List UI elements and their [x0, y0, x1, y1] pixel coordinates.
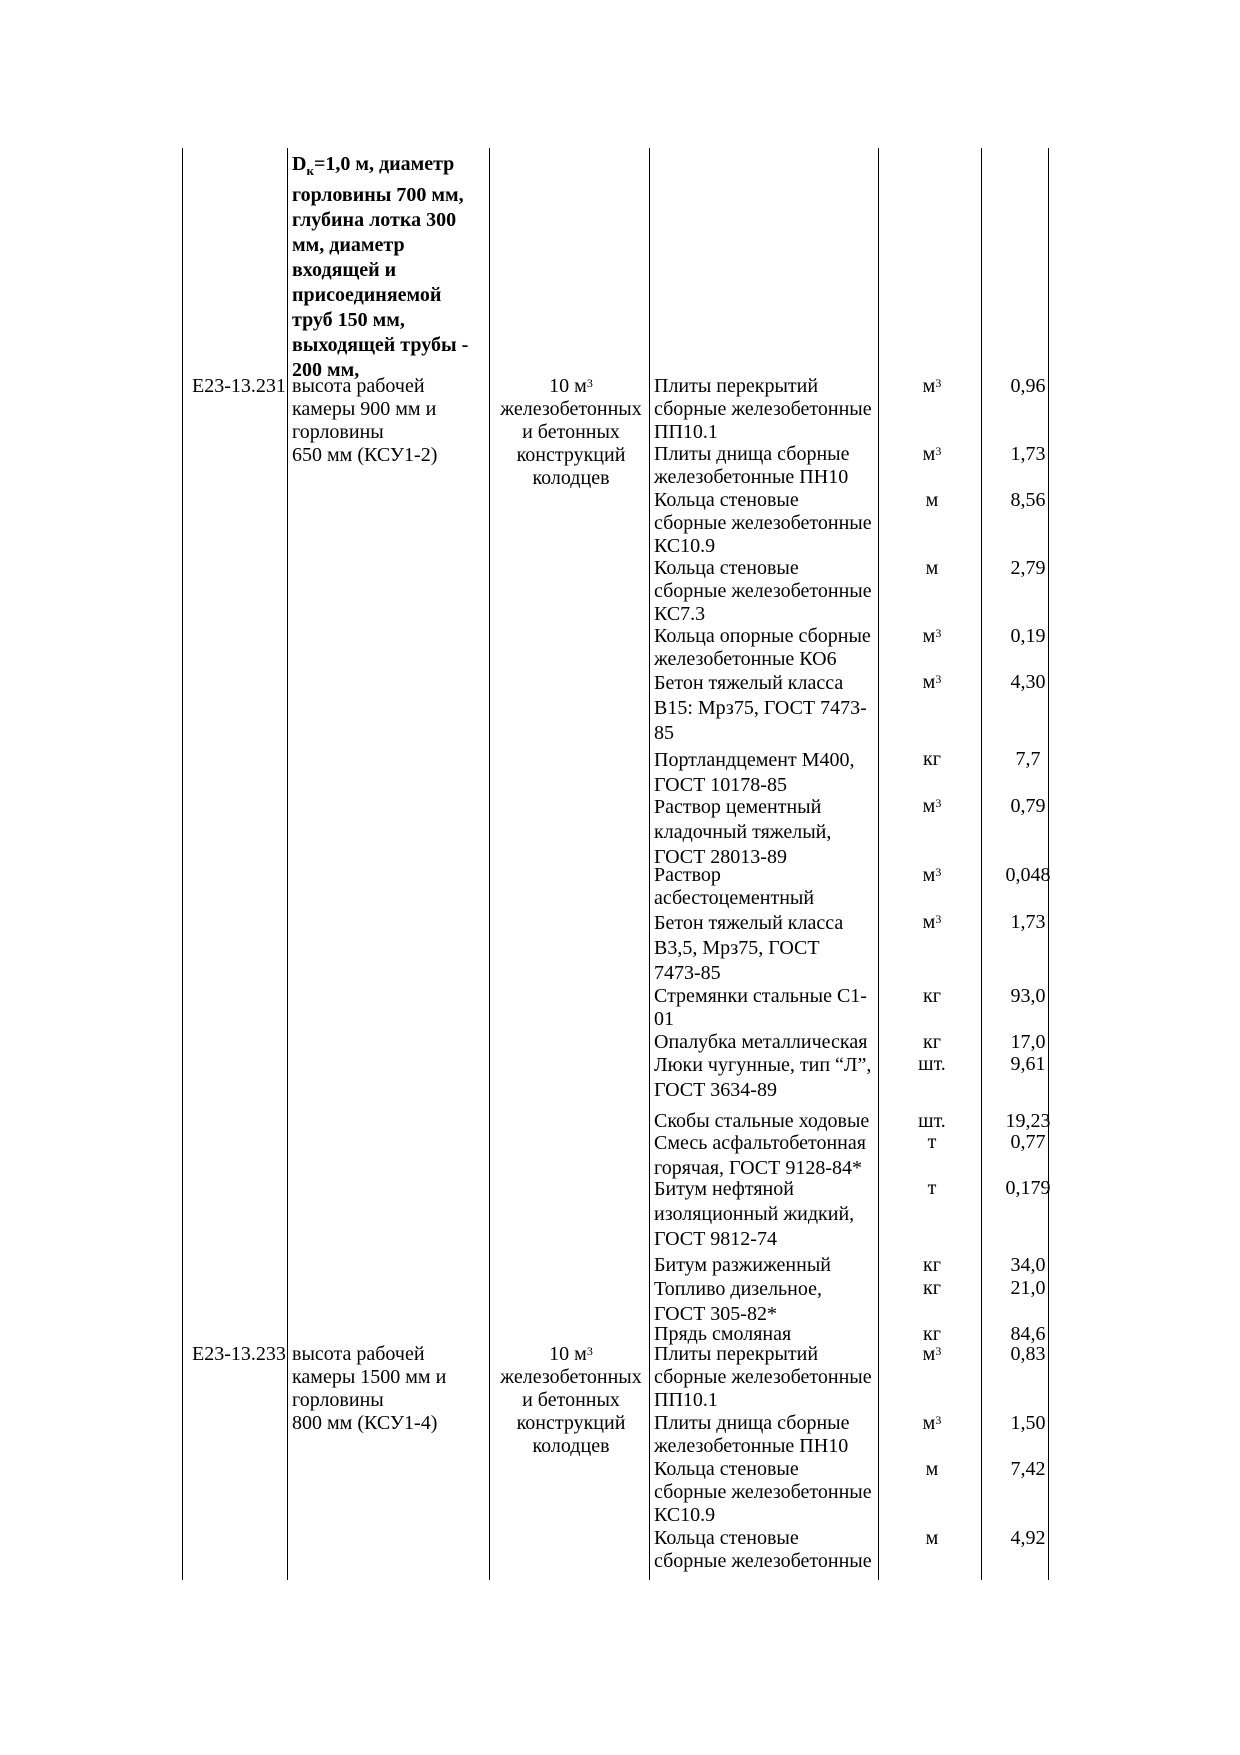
- table-divider-code: [287, 148, 288, 1580]
- material-name: Плиты днища сборные железобетонные ПН10: [654, 443, 850, 488]
- material-quantity: 17,0: [1010, 1031, 1046, 1053]
- material-name: Кольца опорные сборные железобетонные КО6: [654, 625, 871, 670]
- material-quantity: 0,96: [1010, 375, 1046, 397]
- material-unit: кг: [923, 1323, 941, 1345]
- material-unit: кг: [923, 1031, 941, 1053]
- material-name: Раствор цементный кладочный тяжелый, ГОСТ 28013-89: [654, 796, 832, 868]
- material-name: Кольца стеновые сборные железобетонные КС10.9: [654, 489, 872, 557]
- norm-description: высота рабочей камеры 900 мм и горловины 650 мм (КСУ1-2): [292, 375, 438, 466]
- description-line: мм, диаметр: [292, 234, 405, 256]
- table-divider-desc: [489, 148, 490, 1580]
- material-name: Люки чугунные, тип “Л”, ГОСТ 3634-89: [654, 1054, 872, 1101]
- description-line: присоединяемой: [292, 284, 442, 306]
- description-line: выходящей трубы -: [292, 334, 469, 356]
- material-name: Кольца стеновые сборные железобетонные: [654, 1527, 872, 1572]
- material-quantity: 2,79: [1010, 557, 1046, 579]
- material-quantity: 19,23: [1005, 1110, 1051, 1132]
- description-line: $D_к=1,0$ м, диаметр: [292, 153, 455, 178]
- material-name: Стремянки стальные С1- 01: [654, 985, 867, 1030]
- material-name: Скобы стальные ходовые: [654, 1110, 870, 1132]
- material-name: Раствор асбестоцементный: [654, 864, 815, 909]
- material-unit: $м^3$: [922, 795, 942, 817]
- material-quantity: 1,73: [1010, 443, 1046, 465]
- norm-measure-unit: 10 $м^3$ железобетонных и бетонных конструкций колодцев: [500, 375, 642, 489]
- norm-measure-unit: 10 $м^3$ железобетонных и бетонных конструкций колодцев: [500, 1343, 642, 1457]
- material-unit: шт.: [918, 1053, 946, 1075]
- material-unit: т: [927, 1131, 937, 1153]
- material-quantity: 7,42: [1010, 1458, 1046, 1480]
- material-quantity: 1,73: [1010, 911, 1046, 933]
- material-quantity: 0,048: [1005, 864, 1051, 886]
- material-unit: $м^3$: [922, 671, 942, 693]
- material-quantity: 7,7: [1015, 748, 1041, 770]
- material-unit: кг: [923, 1254, 941, 1276]
- material-quantity: 9,61: [1010, 1053, 1046, 1075]
- material-unit: м: [925, 1458, 939, 1480]
- material-quantity: 4,92: [1010, 1527, 1046, 1549]
- material-quantity: 4,30: [1010, 671, 1046, 693]
- material-quantity: 93,0: [1010, 985, 1046, 1007]
- material-unit: м: [925, 557, 939, 579]
- description-line: входящей и: [292, 259, 397, 281]
- material-unit: кг: [923, 1277, 941, 1299]
- material-name: Плиты днища сборные железобетонные ПН10: [654, 1412, 850, 1457]
- material-name: Бетон тяжелый класса В3,5, Мрз75, ГОСТ 7473-85: [654, 912, 844, 984]
- material-name: Бетон тяжелый класса В15: Мрз75, ГОСТ 7473- 85: [654, 672, 867, 744]
- material-unit: кг: [923, 985, 941, 1007]
- material-unit: м: [925, 1527, 939, 1549]
- material-unit: $м^3$: [922, 911, 942, 933]
- material-unit: т: [927, 1177, 937, 1199]
- material-name: Опалубка металлическая: [654, 1031, 868, 1053]
- material-quantity: 8,56: [1010, 489, 1046, 511]
- material-name: Битум нефтяной изоляционный жидкий, ГОСТ 9812-74: [654, 1178, 855, 1250]
- description-line: 200 мм,: [292, 359, 360, 381]
- material-unit: кг: [923, 748, 941, 770]
- table-divider-material: [878, 148, 879, 1580]
- table-divider-measure: [649, 148, 650, 1580]
- material-name: Портландцемент М400, ГОСТ 10178-85: [654, 749, 855, 796]
- material-name: Смесь асфальтобетонная горячая, ГОСТ 9128-84*: [654, 1132, 866, 1179]
- continued-description: [292, 152, 468, 383]
- material-name: Кольца стеновые сборные железобетонные КС7.3: [654, 557, 872, 625]
- material-unit: шт.: [918, 1110, 946, 1132]
- material-unit: $м^3$: [922, 625, 942, 647]
- material-unit: $м^3$: [922, 864, 942, 886]
- material-name: Кольца стеновые сборные железобетонные КС10.9: [654, 1458, 872, 1526]
- norm-code: Е23-13.231: [192, 375, 286, 397]
- material-quantity: 0,83: [1010, 1343, 1046, 1365]
- material-quantity: 0,19: [1010, 625, 1046, 647]
- material-unit: $м^3$: [922, 443, 942, 465]
- description-line: труб 150 мм,: [292, 309, 405, 331]
- material-quantity: 34,0: [1010, 1254, 1046, 1276]
- material-quantity: 0,77: [1010, 1131, 1046, 1153]
- material-unit: $м^3$: [922, 1343, 942, 1365]
- material-unit: м: [925, 489, 939, 511]
- material-name: Битум разжиженный: [654, 1254, 831, 1276]
- material-name: Прядь смоляная: [654, 1323, 792, 1345]
- material-quantity: 84,6: [1010, 1323, 1046, 1345]
- description-line: горловины 700 мм,: [292, 184, 464, 206]
- material-quantity: 0,79: [1010, 795, 1046, 817]
- material-quantity: 0,179: [1005, 1177, 1051, 1199]
- material-name: Топливо дизельное, ГОСТ 305-82*: [654, 1278, 822, 1325]
- material-quantity: 1,50: [1010, 1412, 1046, 1434]
- material-quantity: 21,0: [1010, 1277, 1046, 1299]
- material-name: Плиты перекрытий сборные железобетонные ПП10.1: [654, 1343, 872, 1411]
- description-line: глубина лотка 300: [292, 209, 457, 231]
- material-unit: $м^3$: [922, 1412, 942, 1434]
- material-unit: $м^3$: [922, 375, 942, 397]
- table-border-left: [182, 148, 183, 1580]
- norm-description: высота рабочей камеры 1500 мм и горловины 800 мм (КСУ1-4): [292, 1343, 447, 1434]
- norm-code: Е23-13.233: [192, 1343, 286, 1365]
- material-name: Плиты перекрытий сборные железобетонные ПП10.1: [654, 375, 872, 443]
